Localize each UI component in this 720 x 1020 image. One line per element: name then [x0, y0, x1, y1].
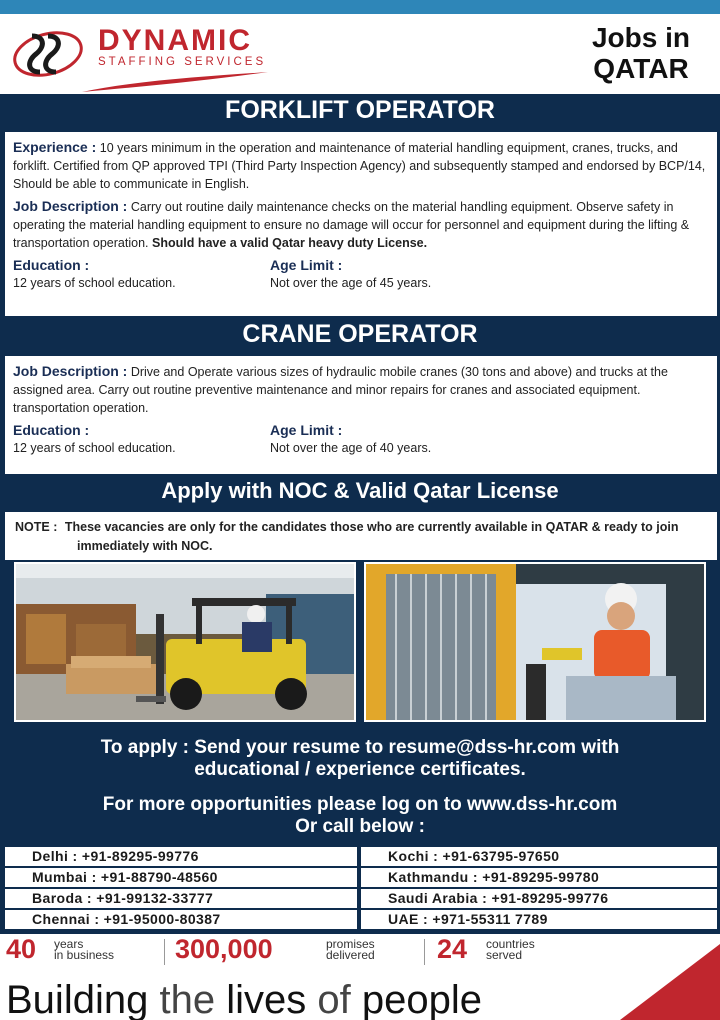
job-description-text: Drive and Operate various sizes of hydraulic mobile cranes (30 tons and above) and trucks at the assigned area. Carry out routine preventive maintenance and minor repairs for cranes and associated equipment. transportation operation. [13, 365, 668, 415]
apply-banner: Apply with NOC & Valid Qatar License [161, 478, 559, 503]
contact-delhi: Delhi : +91-89295-99776 [5, 847, 357, 866]
crane-card [5, 356, 717, 474]
contact-uae: UAE : +971-55311 7789 [361, 910, 717, 929]
job-description-label: Job Description : [13, 198, 128, 214]
contact-list [5, 844, 717, 932]
jobs-location-title [592, 22, 690, 84]
contact-kochi: Kochi : +91-63795-97650 [361, 847, 717, 866]
forklift-education [13, 256, 176, 292]
stat-countries-value: 24 [437, 934, 468, 964]
forklift-experience [13, 138, 709, 193]
age-limit-label: Age Limit : [270, 422, 343, 438]
brand-name: DYNAMIC [98, 24, 252, 57]
crane-job-description [13, 362, 709, 417]
experience-text: 10 years minimum in the operation and maintenance of material handling equipment, cranes, trucks, and forklift. Certified from QP approved TPI (Third Party Inspection Agency) and subsequently stamped and endorsed by BCP/14, Should be able to communicate in English. [13, 141, 706, 191]
stat-countries-line1: countries [486, 937, 535, 951]
stat-years-line1: years [54, 937, 84, 951]
stat-promises-label [326, 939, 375, 961]
footer [0, 934, 720, 1020]
jobs-title-line2: QATAR [593, 53, 689, 84]
stat-promises-line1: promises [326, 937, 375, 951]
forklift-requirements [13, 256, 709, 296]
contact-mumbai: Mumbai : +91-88790-48560 [5, 868, 357, 887]
red-corner-accent [600, 944, 720, 1020]
forklift-card [5, 132, 717, 316]
stat-divider [424, 939, 425, 965]
crane-education [13, 421, 176, 457]
age-limit-value: Not over the age of 45 years. [270, 276, 432, 290]
header [0, 14, 720, 94]
stat-years-value: 40 [6, 934, 37, 964]
jobs-title-line1: Jobs in [591, 22, 690, 53]
stat-divider [164, 939, 165, 965]
apply-line1: To apply : Send your resume to resume@dss-hr.com with [100, 737, 620, 758]
stat-years-line2: in business [54, 948, 115, 962]
call-below-line: Or call below : [295, 816, 425, 837]
note-label: NOTE : [15, 520, 58, 534]
stat-promises-value: 300,000 [175, 934, 273, 964]
contact-saudi-arabia: Saudi Arabia : +91-89295-99776 [361, 889, 717, 908]
job-description-label: Job Description : [13, 363, 128, 379]
crane-requirements [13, 421, 709, 461]
note-line2: immediately with NOC. [77, 539, 213, 553]
more-opportunities [0, 794, 720, 838]
contact-baroda: Baroda : +91-99132-33777 [5, 889, 357, 908]
tagline-word: Building [6, 978, 149, 1020]
tagline-word: people [361, 978, 482, 1020]
license-requirement: Should have a valid Qatar heavy duty License. [152, 236, 428, 250]
stat-years-label [54, 939, 114, 961]
education-label: Education : [13, 422, 90, 438]
forklift-section-title: FORKLIFT OPERATOR [225, 96, 495, 124]
crane-operator-photo [364, 562, 706, 722]
forklift-illustration [16, 564, 354, 720]
experience-label: Experience : [13, 139, 97, 155]
stat-countries-line2: served [486, 948, 523, 962]
apply-instructions [0, 737, 720, 781]
job-description-text: Carry out routine daily maintenance checks on the material handling equipment. Observe safety in operating the material handling equipment to ensure no damage will occur for personnel and equipment during the lifting & transportation operation. [13, 200, 690, 250]
education-value: 12 years of school education. [13, 276, 176, 290]
education-value: 12 years of school education. [13, 441, 176, 455]
stat-countries-label [486, 939, 535, 961]
forklift-age-limit [270, 256, 431, 292]
crane-operator-illustration [366, 564, 704, 720]
crane-section-title: CRANE OPERATOR [242, 320, 478, 348]
top-accent-strip [0, 0, 720, 14]
age-limit-value: Not over the age of 40 years. [270, 441, 432, 455]
age-limit-label: Age Limit : [270, 257, 343, 273]
apply-line2: educational / experience certificates. [194, 759, 526, 780]
crane-age-limit [270, 421, 431, 457]
contact-kathmandu: Kathmandu : +91-89295-99780 [361, 868, 717, 887]
forklift-job-description [13, 197, 709, 252]
dss-logo-icon [10, 24, 90, 84]
forklift-photo [14, 562, 356, 722]
tagline [6, 978, 482, 1020]
education-label: Education : [13, 257, 90, 273]
note-box [5, 512, 717, 560]
stat-promises-line2: delivered [326, 948, 375, 962]
contact-chennai: Chennai : +91-95000-80387 [5, 910, 357, 929]
tagline-word: lives [226, 978, 307, 1020]
brand-subtitle: STAFFING SERVICES [98, 56, 267, 68]
brand-swoosh-icon [80, 66, 270, 94]
tagline-word: of [317, 978, 351, 1020]
tagline-word: the [159, 978, 216, 1020]
website-line: For more opportunities please log on to www.dss-hr.com [102, 794, 618, 815]
note-line1: These vacancies are only for the candidates those who are currently available in QATAR & ready to join [64, 520, 679, 534]
